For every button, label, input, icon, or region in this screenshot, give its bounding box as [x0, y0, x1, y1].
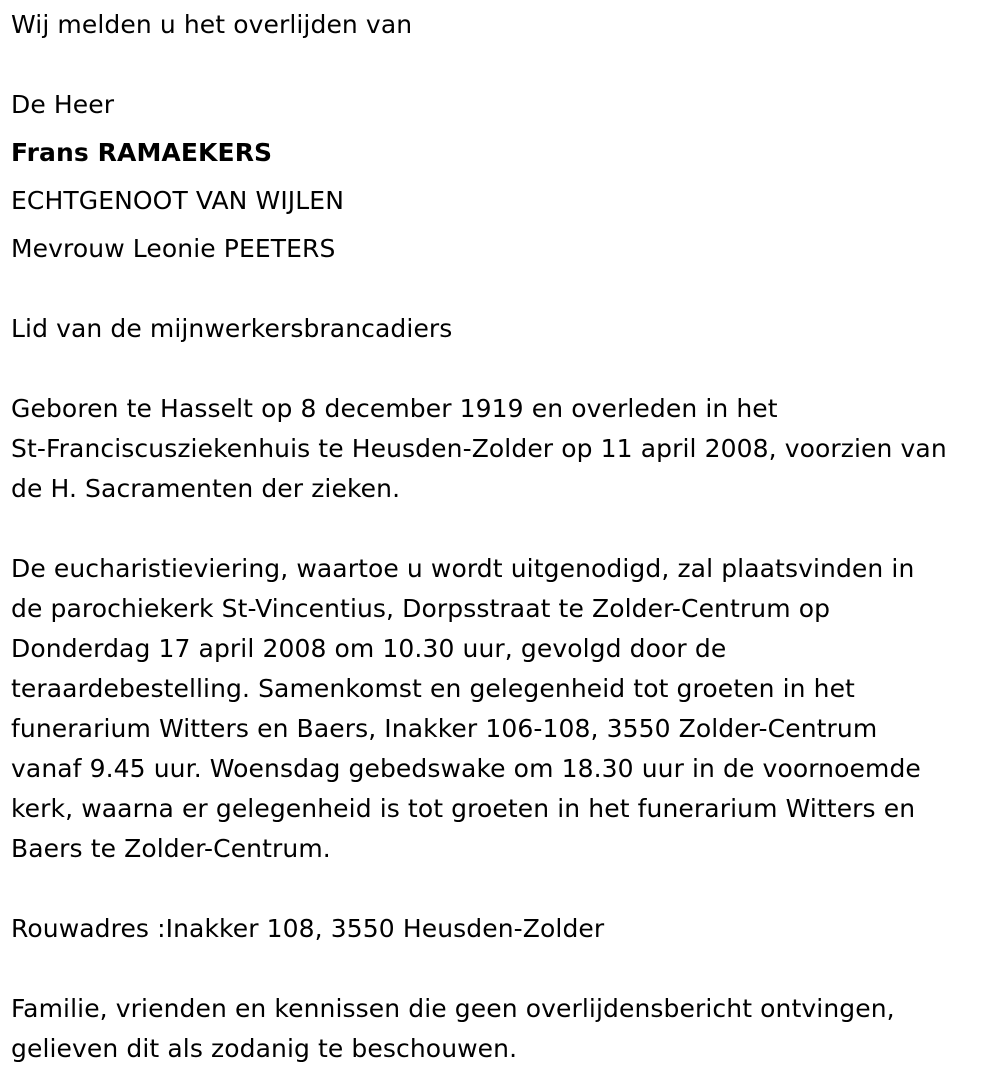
mourning-address: Rouwadres :Inakker 108, 3550 Heusden-Zolder — [11, 914, 605, 943]
paragraph-line: kerk, waarna er gelegenheid is tot groeten in het funerarium Witters en — [11, 794, 916, 823]
intro-text: Wij melden u het overlijden van — [11, 10, 413, 39]
paragraph-line: De eucharistieviering, waartoe u wordt uitgenodigd, zal plaatsvinden in — [11, 554, 915, 583]
spouse-label: ECHTGENOOT VAN WIJLEN — [11, 186, 345, 215]
paragraph-line: Familie, vrienden en kennissen die geen overlijdensbericht ontvingen, — [11, 994, 895, 1023]
paragraph-line: Donderdag 17 april 2008 om 10.30 uur, gevolgd door de — [11, 634, 727, 663]
spouse-name: Mevrouw Leonie PEETERS — [11, 234, 336, 263]
paragraph-line: de parochiekerk St-Vincentius, Dorpsstraat te Zolder-Centrum op — [11, 594, 831, 623]
paragraph-line: teraardebestelling. Samenkomst en gelegenheid tot groeten in het — [11, 674, 855, 703]
paragraph-line: vanaf 9.45 uur. Woensdag gebedswake om 18.30 uur in de voornoemde — [11, 754, 921, 783]
paragraph-line: Geboren te Hasselt op 8 december 1919 en overleden in het — [11, 394, 778, 423]
honorific: De Heer — [11, 90, 115, 119]
paragraph-line: funerarium Witters en Baers, Inakker 106-108, 3550 Zolder-Centrum — [11, 714, 878, 743]
deceased-name: Frans RAMAEKERS — [11, 138, 273, 167]
paragraph-line: de H. Sacramenten der zieken. — [11, 474, 401, 503]
paragraph-line: St-Franciscusziekenhuis te Heusden-Zolder op 11 april 2008, voorzien van — [11, 434, 947, 463]
paragraph-line: gelieven dit als zodanig te beschouwen. — [11, 1034, 518, 1063]
membership-text: Lid van de mijnwerkersbrancadiers — [11, 314, 453, 343]
paragraph-line: Baers te Zolder-Centrum. — [11, 834, 331, 863]
